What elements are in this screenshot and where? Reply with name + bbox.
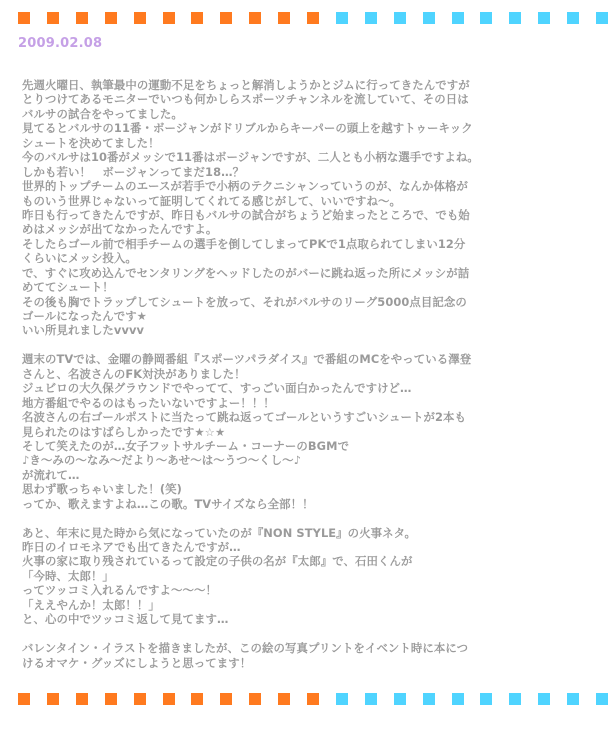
text-line: そしたらゴール前で相手チームの選手を倒してしまってPKで1点取られてしまい12分 (22, 236, 466, 251)
text-line: 火事の家に取り残されているって設定の子供の名が『太郎』で、石田くんが (22, 554, 413, 569)
decorative-square-orange (47, 693, 59, 705)
text-line: めててシュート！ (22, 280, 114, 295)
text-line: と、心の中でツッコミ返して見てます… (22, 612, 229, 627)
text-line: シュートを決めてました！ (22, 135, 160, 150)
text-line: 昨日のイロモネアでも出てきたんですが… (22, 540, 241, 554)
decorative-square-orange (191, 693, 203, 705)
text-line: いい所見れましたvvvv (22, 323, 145, 338)
decorative-square-orange (47, 12, 59, 24)
decorative-square-cyan (394, 693, 406, 705)
decorative-square-cyan (567, 12, 579, 24)
text-line: 週末のTVでは、金曜の静岡番組『スポーツパラダイス』で番組のMCをやっている澤登 (22, 352, 472, 367)
decorative-square-cyan (538, 693, 550, 705)
decorative-square-cyan (423, 12, 435, 24)
text-line: さんと、名波さんのFK対決がありました！ (22, 366, 246, 381)
decorative-square-cyan (365, 12, 377, 24)
decorative-dot-row-top (18, 12, 598, 26)
decorative-square-orange (18, 693, 30, 705)
decorative-square-orange (191, 12, 203, 24)
text-line: ものいう世界じゃないって証明してくれてる感じがして、いいですね～。 (22, 193, 401, 208)
decorative-square-orange (163, 693, 175, 705)
decorative-square-orange (220, 12, 232, 24)
decorative-square-orange (105, 12, 117, 24)
decorative-dot-row-bottom (18, 693, 598, 707)
decorative-square-cyan (365, 693, 377, 705)
decorative-square-orange (134, 693, 146, 705)
text-line: ってか、歌えますよね…この歌。TVサイズなら全部！！ (22, 496, 314, 511)
text-line: ジュビロの大久保グラウンドでやってて、すっごい面白かったんですけど… (22, 381, 412, 396)
text-line: そして笑えたのが…女子フットサルチーム・コーナーのBGMで (22, 438, 350, 453)
text-line: 名波さんの右ゴールポストに当たって跳ね返ってゴールというすごいシュートが2本も (22, 410, 466, 425)
decorative-square-cyan (423, 693, 435, 705)
decorative-square-orange (278, 693, 290, 705)
text-line: 先週火曜日、執筆最中の運動不足をちょっと解消しようかとジムに行ってきたんですが (22, 78, 470, 92)
text-line: で、すぐに攻め込んでセンタリングをヘッドしたのがバーに跳ね返った所にメッシが詰 (22, 265, 470, 280)
text-line: 「ええやんか！太郎！！」 (22, 597, 160, 612)
text-line: くらいにメッシ投入。 (22, 251, 137, 266)
text-line: 「今時、太郎！」 (22, 568, 114, 583)
decorative-square-orange (307, 693, 319, 705)
post-date: 2009.02.08 (18, 36, 103, 51)
decorative-square-orange (105, 693, 117, 705)
decorative-square-cyan (480, 693, 492, 705)
blank-line (22, 338, 602, 352)
text-line: 思わず歌っちゃいました！(笑) (22, 482, 182, 497)
decorative-square-orange (220, 693, 232, 705)
text-line: ♪き～みの～なみ～だより～あせ～は～うつ～くし～♪ (22, 453, 302, 468)
text-line: 見てるとバルサの11番・ボージャンがドリブルからキーパーの頭上を越すトゥーキック (22, 121, 473, 136)
decorative-square-cyan (336, 693, 348, 705)
decorative-square-cyan (509, 693, 521, 705)
text-line: バレンタイン・イラストを描きましたが、この絵の写真プリントをイベント時に本につ (22, 641, 469, 656)
text-line: ってツッコミ入れるんですよ～～～！ (22, 583, 217, 598)
text-line: が流れて… (22, 467, 80, 482)
blank-line (22, 627, 602, 641)
decorative-square-cyan (596, 693, 608, 705)
text-line: その後も胸でトラップしてシュートを放って、それがバルサのリーグ5000点目記念の (22, 294, 467, 309)
decorative-square-orange (76, 693, 88, 705)
decorative-square-cyan (596, 12, 608, 24)
decorative-square-cyan (538, 12, 550, 24)
decorative-square-orange (249, 12, 261, 24)
text-line: 見られたのはすばらしかったです★☆★ (22, 424, 226, 439)
decorative-square-cyan (480, 12, 492, 24)
decorative-square-cyan (394, 12, 406, 24)
text-line: バルサの試合をやってました。 (22, 106, 183, 121)
decorative-square-cyan (452, 12, 464, 24)
text-line: 昨日も行ってきたんですが、昨日もバルサの試合がちょうど始まったところで、でも始 (22, 207, 470, 222)
decorative-square-cyan (336, 12, 348, 24)
decorative-square-orange (18, 12, 30, 24)
text-line: しかも若い！ ボージャンってまだ18…？ (22, 164, 245, 179)
text-line: 今のバルサは10番がメッシで11番はボージャンですが、二人とも小柄な選手ですよね。 (22, 150, 479, 165)
blank-line (22, 511, 602, 525)
blog-post-body (22, 78, 602, 670)
text-line: あと、年末に見た時から気になっていたのが『NON STYLE』の火事ネタ。 (22, 525, 416, 540)
decorative-square-orange (307, 12, 319, 24)
decorative-square-orange (278, 12, 290, 24)
decorative-square-orange (134, 12, 146, 24)
text-line: 地方番組でやるのはもったいないですよー！！！ (22, 395, 275, 410)
decorative-square-cyan (452, 693, 464, 705)
text-line: ゴールになったんです★ (22, 309, 147, 323)
text-line: 世界的トップチームのエースが若手で小柄のテクニシャンっていうのが、なんか体格が (22, 179, 468, 194)
decorative-square-orange (249, 693, 261, 705)
decorative-square-cyan (567, 693, 579, 705)
decorative-square-cyan (509, 12, 521, 24)
text-line: とりつけてあるモニターでいつも何かしらスポーツチャンネルを流していて、その日は (22, 92, 469, 107)
text-line: めはメッシが出てなかったんですよ。 (22, 222, 218, 237)
text-line: けるオマケ・グッズにしようと思ってます！ (22, 655, 252, 670)
decorative-square-orange (163, 12, 175, 24)
decorative-square-orange (76, 12, 88, 24)
